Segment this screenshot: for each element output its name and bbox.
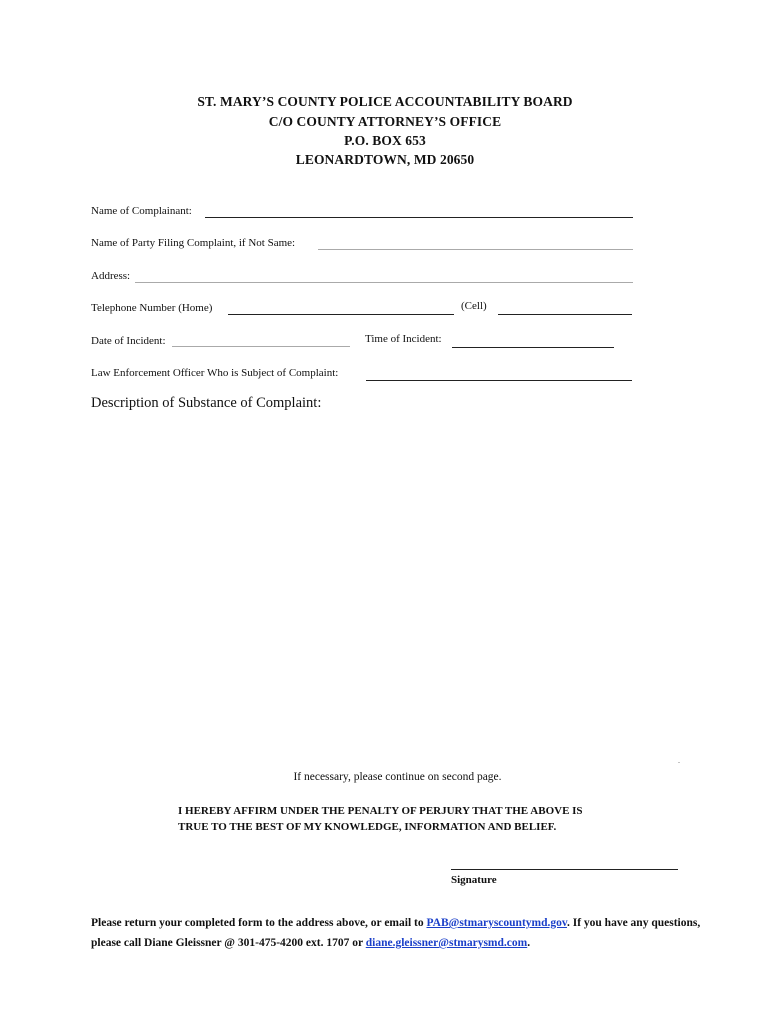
- return-text-part1: Please return your completed form to the address above, or email to: [91, 917, 427, 929]
- phone-cell-field[interactable]: [498, 314, 632, 315]
- affirmation-text: I HEREBY AFFIRM UNDER THE PENALTY OF PERJURY THAT THE ABOVE IS TRUE TO THE BEST OF MY KNOWLEDGE, INFORMATION AND BELIEF.: [178, 805, 583, 833]
- margin-mark: .: [678, 756, 680, 765]
- address-label: Address:: [91, 270, 131, 282]
- phone-cell-label: (Cell): [461, 300, 487, 312]
- phone-home-label: Telephone Number (Home): [91, 302, 213, 314]
- gleissner-email-link[interactable]: diane.gleissner@stmarysmd.com: [365, 937, 528, 949]
- header-line-4: LEONARDTOWN, MD 20650: [295, 152, 475, 167]
- header-line-1: ST. MARY’S COUNTY POLICE ACCOUNTABILITY BOARD: [197, 94, 573, 109]
- continue-note: If necessary, please continue on second page.: [293, 771, 502, 783]
- address-field[interactable]: [135, 282, 633, 283]
- date-label: Date of Incident:: [91, 335, 166, 347]
- complainant-label: Name of Complainant:: [91, 205, 192, 217]
- header-line-2: C/O COUNTY ATTORNEY’S OFFICE: [268, 114, 502, 129]
- pab-email-link[interactable]: PAB@stmaryscountymd.gov: [426, 917, 567, 929]
- return-text-part2: . If you have any questions, please call Diane Gleissner @ 301-475-4200 ext. 1707 or: [91, 917, 701, 949]
- party-field[interactable]: [318, 249, 633, 250]
- time-field[interactable]: [452, 347, 614, 348]
- return-instructions: [91, 913, 711, 953]
- officer-field[interactable]: [366, 380, 632, 381]
- signature-label: Signature: [451, 874, 497, 886]
- return-text-part3: .: [527, 937, 531, 949]
- party-label: Name of Party Filing Complaint, if Not Same:: [91, 237, 296, 249]
- description-area[interactable]: [91, 420, 681, 755]
- description-label: Description of Substance of Complaint:: [91, 395, 322, 411]
- phone-home-field[interactable]: [228, 314, 454, 315]
- header-line-3: P.O. BOX 653: [344, 133, 426, 148]
- officer-label: Law Enforcement Officer Who is Subject of Complaint:: [91, 367, 339, 379]
- date-field[interactable]: [172, 346, 350, 347]
- signature-line[interactable]: [451, 869, 678, 870]
- time-label: Time of Incident:: [365, 333, 442, 345]
- complainant-field[interactable]: [205, 217, 633, 218]
